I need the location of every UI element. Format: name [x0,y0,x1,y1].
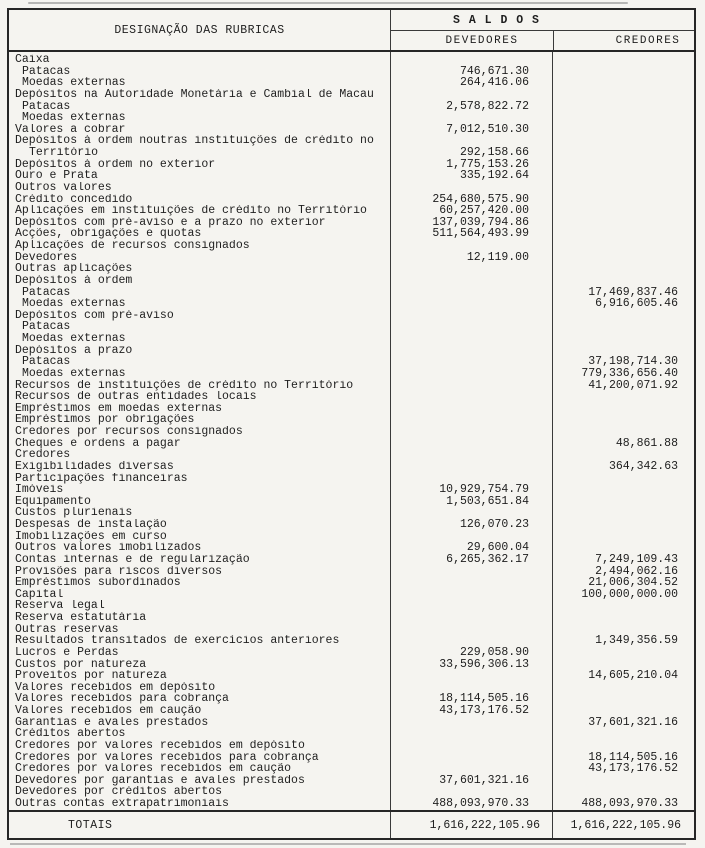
row-label: Ouro e Prata [15,170,98,182]
row-label: Empréstimos em moedas externas [15,402,223,415]
row-credores-value [552,275,694,287]
table-row [9,612,694,624]
table-header [9,10,694,52]
row-credores-value: 43,173,176.52 [588,762,678,776]
table-row [9,670,694,682]
row-devedores-value [390,275,552,287]
row-credores-value: 21,006,304.52 [588,576,678,590]
table-row [9,124,694,136]
row-credores-value [552,391,694,403]
row-label: Moedas externas [22,367,126,380]
row-label: Credores por recursos consignados [15,426,243,438]
table-row [9,275,694,287]
row-credores-value [552,194,694,206]
row-devedores-value [390,356,552,368]
row-devedores-value [390,600,552,612]
table-body [9,52,694,810]
row-label: Moedas externas [22,333,126,345]
row-devedores-value [390,240,552,252]
row-credores-value [552,54,694,66]
row-credores-value [552,112,694,124]
row-devedores-value [390,310,552,322]
row-devedores-value [390,461,552,473]
row-devedores-value [390,740,552,752]
table-row [9,240,694,252]
row-credores-value [552,170,694,182]
row-devedores-value: 10,929,754.79 [439,483,529,497]
table-row [9,507,694,519]
scan-artifact-top [28,2,628,4]
table-row [9,368,694,380]
row-label: Proveitos por natureza [15,670,167,682]
row-label: Patacas [22,286,71,299]
row-credores-value [552,101,694,113]
row-devedores-value [390,182,552,194]
row-devedores-value [390,612,552,624]
row-devedores-value: 126,070.23 [459,518,529,531]
table-row [9,577,694,589]
row-label: Aplicações de recursos consignados [15,240,250,252]
table-row [9,600,694,612]
row-credores-value [552,159,694,171]
row-credores-value: 41,200,071.92 [588,378,678,392]
row-devedores-value [390,368,552,380]
row-credores-value: 17,469,837.46 [588,285,678,299]
row-credores-value [552,519,694,531]
row-credores-value [552,263,694,275]
row-label: Garantias e avales prestados [15,716,209,729]
row-credores-value [552,647,694,659]
column-divider-devedores-credores [552,52,553,810]
row-credores-value [552,507,694,519]
row-credores-value [552,740,694,752]
row-label: Contas internas e de regularização [15,553,250,566]
table-row [9,531,694,543]
table-row [9,589,694,601]
row-credores-value [552,66,694,78]
row-credores-value [552,252,694,264]
row-credores-value [552,682,694,694]
row-credores-value: 37,601,321.16 [588,715,678,729]
table-row [9,624,694,636]
row-label: Valores recebidos em depósito [15,681,216,694]
table-row [9,798,694,810]
row-label: Resultados transitados de exercícios anteriores [15,635,340,647]
scan-artifact-bottom [10,843,686,845]
row-credores-value [552,496,694,508]
row-devedores-value: 511,564,493.99 [432,227,529,241]
table-row [9,496,694,508]
row-devedores-value [390,345,552,357]
row-label: Imóveis [15,484,64,496]
totals-divider-2 [552,812,553,838]
row-credores-value [552,147,694,159]
table-row [9,717,694,729]
saldos-subheader-row [391,31,694,50]
row-devedores-value [390,763,552,775]
row-credores-value [552,600,694,612]
row-label: Devedores [15,251,78,264]
table-row [9,554,694,566]
row-label: Patacas [22,321,71,333]
row-label: Patacas [22,100,71,113]
row-label: Recursos de instituições de crédito no Território [15,379,354,392]
row-label: Caixa [15,54,50,66]
row-credores-value [552,205,694,217]
row-devedores-value: 12,119.00 [466,250,529,264]
balance-sheet-table [7,8,696,840]
row-credores-value: 14,605,210.04 [588,669,678,683]
row-devedores-value: 137,039,794.86 [432,215,529,229]
row-label: Território [29,147,99,159]
row-label: Provisões para riscos diversos [15,565,223,578]
row-devedores-value: 37,601,321.16 [439,773,529,787]
row-label: Empréstimos subordinados [15,577,181,589]
row-devedores-value: 746,671.30 [459,64,529,78]
row-devedores-value: 29,600.04 [466,541,529,555]
row-label: Empréstimos por obrigações [15,414,195,426]
row-devedores-value [390,298,552,310]
row-credores-value: 18,114,505.16 [588,750,678,764]
table-row [9,321,694,333]
row-devedores-value [390,566,552,578]
table-row [9,194,694,206]
row-devedores-value: 1,503,651.84 [446,494,529,508]
totals-divider-1 [390,812,391,838]
row-devedores-value: 292,158.66 [459,146,529,159]
row-devedores-value [390,89,552,101]
row-credores-value: 6,916,605.46 [595,297,678,311]
row-label: Outras contas extrapatrimoniais [15,798,229,810]
row-devedores-value [390,670,552,682]
row-devedores-value [390,717,552,729]
table-row [9,298,694,310]
row-label: Valores recebidos em caução [15,705,202,717]
table-row [9,740,694,752]
table-row [9,333,694,345]
row-credores-value [552,333,694,345]
row-credores-value [552,182,694,194]
row-label: Depósitos a prazo [15,344,133,357]
table-row [9,682,694,694]
row-label: Depósitos à ordem noutras instituições de crédito no [15,135,374,147]
row-label: Depósitos com pré-aviso e a prazo no exterior [15,216,326,229]
devedores-header-label: DEVEDORES [445,34,519,47]
row-label: Equipamento [15,495,91,508]
row-credores-value [552,124,694,136]
row-label: Capital [15,588,64,601]
row-label: Despesas de instalação [15,519,167,531]
table-row [9,775,694,787]
table-row [9,54,694,66]
row-devedores-value: 43,173,176.52 [439,704,529,717]
row-credores-value [552,693,694,705]
row-label: Credores por valores recebidos para cobrança [15,751,319,764]
saldos-header-label: S A L D O S [453,13,540,27]
table-row [9,89,694,101]
totals-devedores-value: 1,616,222,105.96 [429,818,540,832]
table-row [9,449,694,461]
row-credores-value: 488,093,970.33 [581,797,678,810]
designacao-column-header [9,10,391,50]
row-credores-value [552,240,694,252]
table-row [9,135,694,147]
table-row [9,287,694,299]
row-devedores-value: 254,680,575.90 [432,192,529,206]
table-row [9,542,694,554]
row-credores-value: 7,249,109.43 [595,552,678,566]
row-credores-value [552,135,694,147]
row-credores-value: 2,494,062.16 [595,564,678,578]
table-row [9,310,694,322]
row-credores-value [552,77,694,89]
row-label: Aplicações em instituições de crédito no Território [15,205,367,217]
row-label: Recursos de outras entidades locais [15,391,257,403]
table-row [9,391,694,403]
row-label: Depósitos na Autoridade Monetária e Cambial de Macau [15,88,374,101]
table-row [9,112,694,124]
totals-credores-value: 1,616,222,105.96 [570,818,681,832]
row-devedores-value [390,449,552,461]
row-credores-value: 37,198,714.30 [588,355,678,369]
row-label: Outros valores [15,181,112,194]
row-label: Valores a cobrar [15,123,126,136]
table-row [9,217,694,229]
row-devedores-value [390,752,552,764]
row-devedores-value: 335,192.64 [459,169,529,183]
row-label: Lucros e Perdas [15,646,119,659]
row-devedores-value: 229,058.90 [459,645,529,659]
row-devedores-value [390,728,552,740]
row-label: Reserva legal [15,600,105,612]
row-credores-value [552,217,694,229]
row-credores-value [552,89,694,101]
row-label: Participações financeiras [15,472,188,485]
table-row [9,77,694,89]
table-row [9,147,694,159]
credores-header-label: CREDORES [615,34,681,47]
table-row [9,635,694,647]
row-devedores-value: 264,416.06 [459,76,529,90]
table-row [9,438,694,450]
row-label: Exigibilidades diversas [15,460,174,473]
row-devedores-value [390,414,552,426]
row-label: Outros valores imobilizados [15,542,202,554]
row-devedores-value [390,333,552,345]
row-credores-value [552,484,694,496]
row-label: Moedas externas [22,77,126,89]
row-label: Crédito concedido [15,193,133,206]
row-label: Devedores por garantias e avales prestados [15,774,305,787]
row-credores-value: 48,861.88 [615,436,678,450]
row-label: Credores por valores recebidos em depósito [15,739,305,752]
row-credores-value [552,728,694,740]
row-label: Patacas [22,356,71,368]
table-row [9,228,694,240]
row-devedores-value: 6,265,362.17 [446,552,529,566]
row-credores-value [552,705,694,717]
table-row [9,473,694,485]
row-label: Cheques e ordens a pagar [15,437,181,450]
row-devedores-value [390,263,552,275]
row-devedores-value [390,577,552,589]
table-row [9,461,694,473]
row-credores-value [552,531,694,543]
row-devedores-value [390,54,552,66]
row-devedores-value [390,438,552,450]
row-devedores-value: 1,775,153.26 [446,157,529,171]
designacao-header-label: DESIGNAÇÃO DAS RUBRICAS [114,23,285,37]
table-row [9,263,694,275]
totals-row [9,810,694,838]
row-credores-value: 100,000,000.00 [581,587,678,601]
table-row [9,728,694,740]
row-credores-value: 364,342.63 [608,459,678,473]
table-row [9,519,694,531]
table-row [9,380,694,392]
table-row [9,170,694,182]
row-label: Outras aplicações [15,263,133,275]
row-label: Moedas externas [22,298,126,310]
row-credores-value [552,228,694,240]
row-devedores-value: 2,578,822.72 [446,99,529,113]
table-row [9,705,694,717]
row-credores-value [552,403,694,415]
row-label: Moedas externas [22,112,126,124]
row-label: Credores [15,449,71,461]
table-row [9,693,694,705]
devedores-column-header [391,31,554,50]
row-credores-value: 779,336,656.40 [581,366,678,380]
row-devedores-value [390,391,552,403]
row-devedores-value: 18,114,505.16 [439,692,529,706]
table-row [9,647,694,659]
row-credores-value [552,426,694,438]
row-credores-value [552,321,694,333]
table-row [9,484,694,496]
table-row [9,205,694,217]
row-credores-value [552,612,694,624]
row-label: Depósitos com pré-aviso [15,309,174,322]
saldos-header-group [391,10,694,50]
row-label: Imobilizações em curso [15,530,167,543]
row-devedores-value: 7,012,510.30 [446,122,529,136]
row-label: Depósitos à ordem [15,274,133,287]
credores-column-header [554,31,694,50]
row-label: Valores recebidos para cobrança [15,693,229,705]
row-devedores-value [390,321,552,333]
row-devedores-value: 33,596,306.13 [439,657,529,671]
row-devedores-value [390,403,552,415]
saldos-header [391,10,694,31]
row-credores-value [552,775,694,787]
row-label: Devedores por créditos abertos [15,786,223,798]
table-row [9,159,694,171]
table-row [9,426,694,438]
row-credores-value [552,310,694,322]
row-label: Custos plurienais [15,507,133,519]
row-devedores-value: 488,093,970.33 [432,797,529,810]
table-row [9,66,694,78]
table-row [9,414,694,426]
row-label: Créditos abertos [15,728,126,740]
row-devedores-value [390,624,552,636]
row-label: Credores por valores recebidos em caução [15,763,292,775]
row-credores-value [552,414,694,426]
column-divider-designacao-devedores [390,52,391,810]
table-row [9,763,694,775]
table-row [9,252,694,264]
row-label: Depósitos à ordem no exterior [15,158,216,171]
row-devedores-value [390,112,552,124]
table-row [9,182,694,194]
totals-label: TOTAIS [68,818,113,832]
row-label: Reserva estatutária [15,612,147,624]
table-row [9,101,694,113]
row-label: Custos por natureza [15,658,147,671]
table-row [9,403,694,415]
row-devedores-value [390,589,552,601]
row-credores-value: 1,349,356.59 [595,634,678,648]
row-credores-value [552,473,694,485]
row-devedores-value: 60,257,420.00 [439,204,529,218]
row-devedores-value [390,426,552,438]
row-devedores-value [390,380,552,392]
row-label: Outras reservas [15,623,119,636]
row-label: Patacas [22,65,71,78]
row-devedores-value [390,287,552,299]
row-label: Acções, obrigações e quotas [15,228,202,240]
